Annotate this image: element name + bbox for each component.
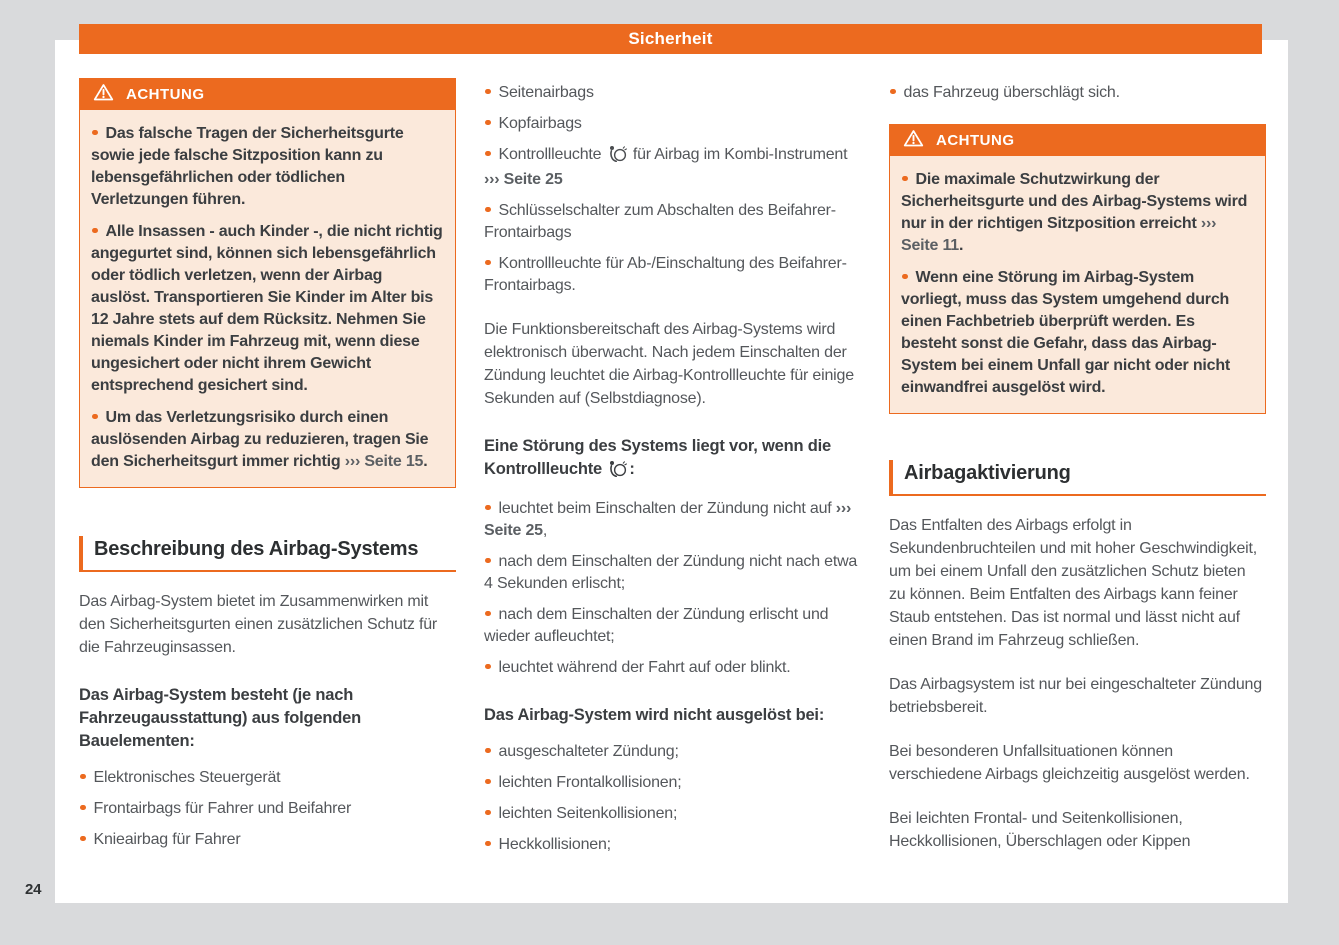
bullet-dot-icon xyxy=(92,228,98,234)
cross-reference-link[interactable]: ››› Seite 25 xyxy=(484,171,563,188)
warning-item-text: Um das Verletzungsrisiko durch einen auslösenden Airbag zu reduzieren, tragen Sie den Sicherheitsgurt immer richtig xyxy=(91,409,429,470)
list-item xyxy=(484,834,861,856)
column-left xyxy=(79,78,456,851)
bullet-dot-icon xyxy=(80,774,86,780)
bullet-dot-icon xyxy=(80,836,86,842)
warning-box-header xyxy=(890,125,1265,156)
bullet-dot-icon xyxy=(485,810,491,816)
warning-box-body xyxy=(890,156,1265,413)
warning-item-text: Wenn eine Störung im Airbag-System vorliegt, muss das System umgehend durch einen Fachbetrieb überprüft werden. Es besteht sonst die Gefahr, dass das Airbag-System bei einem Unfall gar nicht oder nicht einwandfrei ausgelöst wird. xyxy=(901,269,1231,396)
list-item-text: Heckkollisionen; xyxy=(498,836,611,853)
list-item xyxy=(484,113,861,135)
bullet-dot-icon xyxy=(485,505,491,511)
warning-item-text: . xyxy=(959,237,964,254)
list-item xyxy=(484,551,861,595)
warning-box-header xyxy=(80,79,455,110)
cross-reference-link[interactable]: ››› Seite 15 xyxy=(344,453,424,470)
warning-item xyxy=(91,407,444,473)
list-item-text: leichten Seitenkollisionen; xyxy=(498,805,678,822)
list-item xyxy=(484,604,861,648)
list-item xyxy=(484,803,861,825)
page-title: Sicherheit xyxy=(628,29,713,48)
bullet-dot-icon xyxy=(485,207,491,213)
list-item-text: nach dem Einschalten der Zündung nicht nach etwa 4 Sekunden erlischt; xyxy=(484,553,858,592)
warning-item-text: Alle Insassen - auch Kinder -, die nicht richtig angegurtet sind, können sich lebensgefährlich oder tödlich verletzen, wenn der Airbag auslöst. Transportieren Sie Kinder im Alter bis 12 Jahre stets auf dem Rücksitz. Nehmen Sie niemals Kinder im Fahrzeug mit, wenn diese ungesichert oder nicht ihrem Gewicht entsprechend gesichert sind. xyxy=(91,223,443,394)
warning-box-body xyxy=(80,110,455,487)
bullet-dot-icon xyxy=(485,841,491,847)
list-item xyxy=(484,200,861,244)
list-item-text: für Airbag im Kombi-Instrument xyxy=(628,146,848,163)
warning-title: ACHTUNG xyxy=(126,86,205,103)
list-item-text: Seitenairbags xyxy=(498,84,594,101)
bullet-dot-icon xyxy=(485,151,491,157)
list-item-text: das Fahrzeug überschlägt sich. xyxy=(903,84,1120,101)
list-item-text: nach dem Einschalten der Zündung erlischt und wieder aufleuchtet; xyxy=(484,606,829,645)
paragraph: Bei leichten Frontal- und Seitenkollisionen, Heckkollisionen, Überschlagen oder Kippen xyxy=(889,810,1191,850)
bullet-dot-icon xyxy=(80,805,86,811)
list-item-text: Kontrollleuchte für Ab-/Einschaltung des Beifahrer-Frontairbags. xyxy=(484,255,847,294)
bullet-dot-icon xyxy=(485,260,491,266)
warning-item xyxy=(901,267,1254,399)
warning-box xyxy=(79,78,456,488)
warning-title: ACHTUNG xyxy=(936,132,1015,149)
section-heading xyxy=(889,460,1266,496)
sub-heading xyxy=(484,435,861,484)
column-middle xyxy=(484,78,861,856)
airbag-warning-light-icon xyxy=(608,145,627,169)
bullet-dot-icon xyxy=(485,558,491,564)
sub-heading-text: : xyxy=(629,460,635,478)
bullet-dot-icon xyxy=(902,274,908,280)
list-item xyxy=(79,798,456,820)
cross-reference-link[interactable]: ››› Seite 11 xyxy=(901,215,1217,254)
warning-item-text: . xyxy=(423,453,428,470)
paragraph: Das Airbag-System bietet im Zusammenwirken mit den Sicherheitsgurten einen zusätzlichen Schutz für die Fahrzeuginsassen. xyxy=(79,593,438,656)
bullet-dot-icon xyxy=(92,130,98,136)
list-item-text: Kontrollleuchte xyxy=(498,146,606,163)
cross-reference-link[interactable]: ››› Seite 25 xyxy=(484,500,852,539)
paragraph: Die Funktionsbereitschaft des Airbag-Systems wird elektronisch überwacht. Nach jedem Einschalten der Zündung leuchtet die Airbag-Kontrollleuchte für einige Sekunden auf (Selbstdiagnose). xyxy=(484,321,854,407)
section-heading-text: Airbagaktivierung xyxy=(904,462,1071,484)
list-item xyxy=(484,144,861,191)
paragraph: Das Airbagsystem ist nur bei eingeschalteter Zündung betriebsbereit. xyxy=(889,676,1262,716)
list-item-text: Kopfairbags xyxy=(498,115,582,132)
list-item xyxy=(484,253,861,297)
list-item xyxy=(484,498,861,542)
bullet-dot-icon xyxy=(485,664,491,670)
section-heading xyxy=(79,536,456,572)
bullet-dot-icon xyxy=(485,748,491,754)
warning-triangle-icon xyxy=(903,129,924,152)
list-item-text: , xyxy=(542,522,548,539)
list-item xyxy=(889,82,1266,104)
warning-item xyxy=(91,221,444,397)
bullet-dot-icon xyxy=(890,89,896,95)
page-number: 24 xyxy=(25,881,42,898)
paragraph: Das Entfalten des Airbags erfolgt in Sekundenbruchteilen und mit hoher Geschwindigkeit, um bei einem Unfall den zusätzlichen Schutz bieten zu können. Beim Entfalten des Airbags kann feiner Staub entstehen. Das ist normal und lässt nicht auf einen Brand im Fahrzeug schließen. xyxy=(889,517,1258,649)
sub-heading-text: Eine Störung des Systems liegt vor, wenn die Kontrollleuchte xyxy=(484,437,831,478)
warning-item-text: Die maximale Schutzwirkung der Sicherheitsgurte und des Airbag-Systems wird nur in der richtigen Sitzposition erreicht xyxy=(901,171,1248,232)
list-item xyxy=(484,657,861,679)
list-item xyxy=(484,772,861,794)
list-item-text: leichten Frontalkollisionen; xyxy=(498,774,682,791)
list-item-text: Knieairbag für Fahrer xyxy=(93,831,241,848)
list-item xyxy=(484,741,861,763)
bullet-dot-icon xyxy=(485,779,491,785)
warning-item xyxy=(91,123,444,211)
list-item-text: leuchtet während der Fahrt auf oder blinkt. xyxy=(498,659,791,676)
airbag-warning-light-icon xyxy=(608,460,627,484)
list-item-text: ausgeschalteter Zündung; xyxy=(498,743,679,760)
page-header xyxy=(79,24,1262,54)
bullet-dot-icon xyxy=(485,120,491,126)
section-heading-text: Beschreibung des Airbag-Systems xyxy=(94,538,419,560)
list-item-text: Elektronisches Steuergerät xyxy=(93,769,281,786)
list-item xyxy=(79,829,456,851)
warning-box xyxy=(889,124,1266,414)
bullet-dot-icon xyxy=(485,611,491,617)
bullet-dot-icon xyxy=(902,176,908,182)
warning-triangle-icon xyxy=(93,83,114,106)
paragraph: Bei besonderen Unfallsituationen können verschiedene Airbags gleichzeitig ausgelöst werden. xyxy=(889,743,1250,783)
list-item-text: Schlüsselschalter zum Abschalten des Beifahrer-Frontairbags xyxy=(484,202,836,241)
list-item xyxy=(79,767,456,789)
warning-item-text: Das falsche Tragen der Sicherheitsgurte sowie jede falsche Sitzposition kann zu lebensgefährlichen oder tödlichen Verletzungen führen. xyxy=(91,125,404,208)
bullet-dot-icon xyxy=(92,414,98,420)
column-right xyxy=(889,78,1266,853)
bullet-dot-icon xyxy=(485,89,491,95)
list-item xyxy=(484,82,861,104)
list-item-text: Frontairbags für Fahrer und Beifahrer xyxy=(93,800,352,817)
sub-heading: Das Airbag-System wird nicht ausgelöst bei: xyxy=(484,706,825,724)
warning-item xyxy=(901,169,1254,257)
sub-heading: Das Airbag-System besteht (je nach Fahrzeugausstattung) aus folgenden Bauelementen: xyxy=(79,686,361,750)
list-item-text: leuchtet beim Einschalten der Zündung nicht auf xyxy=(498,500,836,517)
